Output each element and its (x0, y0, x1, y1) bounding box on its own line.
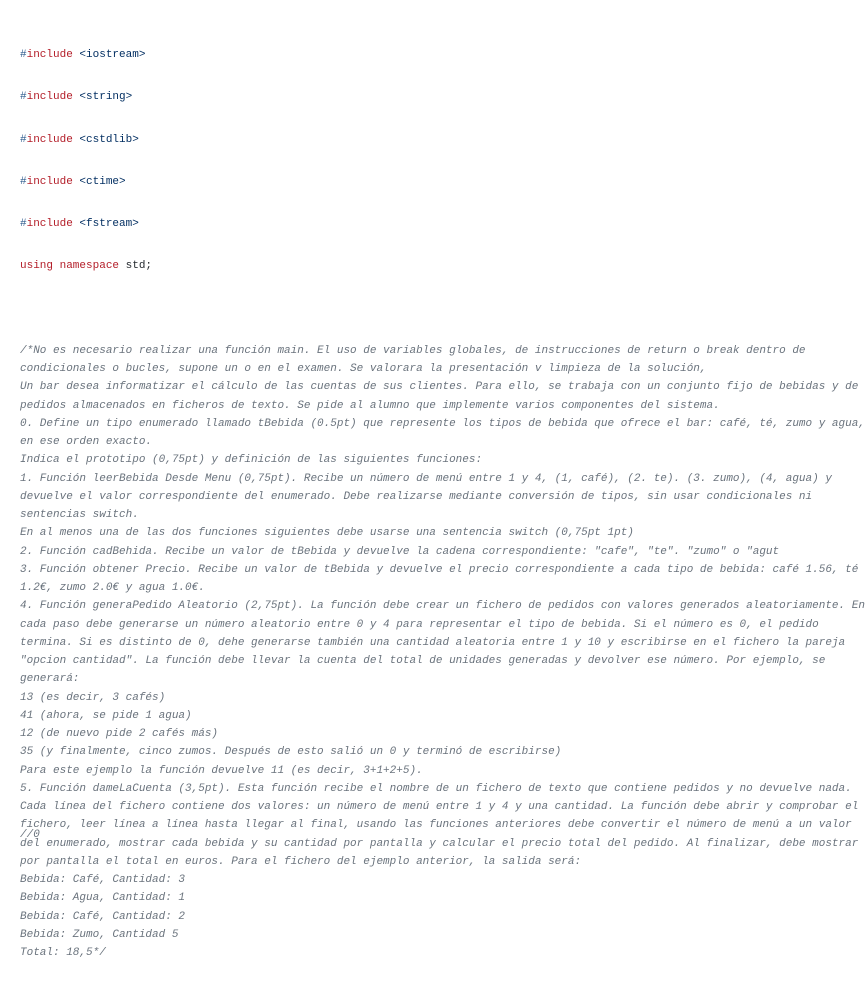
using-namespace-keyword: using namespace (20, 260, 120, 273)
include-keyword: include (26, 49, 73, 61)
include-keyword: include (26, 218, 73, 230)
comment-line: 4. Función generaPedido Aleatorio (2,75pt). La función debe crear un fichero de pedidos con valores generados aleatoriamente. En (20, 600, 865, 613)
preprocessor-hash: # (20, 175, 27, 188)
comment-line: sentencias switch. (20, 509, 139, 521)
include-keyword: include (26, 91, 73, 104)
include-header: <string> (72, 91, 133, 104)
comment-line: Para este ejemplo la función devuelve 11 (es decir, 3+1+2+5). (20, 764, 423, 777)
comment-line: 2. Función cadBehida. Recibe un valor de tBebida y devuelve la cadena correspondiente: "cafe", "te". "zumo" o "agut (20, 545, 780, 558)
comment-line: 13 (es decir, 3 cafés) (20, 691, 166, 704)
comment-line: 5. Función dameLaCuenta (3,5pt). Esta función recibe el nombre de un fichero de texto que contiene pedidos y no devuelve nada. (20, 782, 852, 795)
include-header: <ctime> (72, 175, 126, 188)
comment-line: Bebida: Café, Cantidad: 2 (20, 910, 186, 923)
comment-line: pedidos almacenados en ficheros de texto. Se pide al alumno que implemente varios componentes del sistema. (20, 399, 720, 412)
blank-line (20, 300, 848, 318)
comment-line: 12 (de nuevo pide 2 cafés más) (20, 728, 219, 740)
using-line (20, 257, 848, 275)
comment-line: Bebida: Café, Cantidad: 3 (20, 874, 186, 886)
include-line (20, 46, 848, 64)
comment-line: por pantalla el total en euros. Para el fichero del ejemplo anterior, la salida será: (20, 855, 582, 868)
include-header: <iostream> (72, 49, 146, 61)
include-header: <cstdlib> (72, 133, 139, 146)
include-line (20, 173, 848, 191)
comment-line: Indica el prototipo (0,75pt) y definición de las siguientes funciones: (20, 454, 483, 467)
comment-line: 3. Función obtener Precio. Recibe un valor de tBebida y devuelve el precio correspondiente a cada tipo de bebida: café 1.56, té (20, 563, 859, 576)
line-comment: //0 (20, 829, 40, 841)
comment-line: cada paso debe generarse un número aleatorio entre 0 y 4 para representar el tipo de bebida. Si el número es 0, el pedido (20, 618, 819, 631)
namespace-name: std; (119, 260, 153, 273)
code-view (20, 22, 865, 986)
comment-line: Bebida: Zumo, Cantidad 5 (20, 928, 179, 941)
comment-line: en ese orden exacto. (20, 436, 153, 448)
comment-line: 35 (y finalmente, cinco zumos. Después de esto salió un 0 y terminó de escribirse) (20, 746, 562, 759)
block-comment (20, 342, 865, 963)
comment-line: 1.2€, zumo 2.0€ y agua 1.0€. (20, 582, 205, 594)
comment-line: generará: (20, 673, 80, 686)
include-header: <fstream> (72, 218, 139, 230)
include-line (20, 215, 848, 233)
comment-line: /*No es necesario realizar una función main. El uso de variables globales, de instrucciones de return o break dentro de (20, 344, 806, 357)
preprocessor-hash: # (20, 218, 27, 230)
include-keyword: include (26, 175, 73, 188)
preprocessor-hash: # (20, 49, 27, 61)
comment-line: Cada línea del fichero contiene dos valores: un número de menú entre 1 y 4 y una cantidad. La función debe abrir y comprobar el (20, 801, 859, 813)
comment-line: 41 (ahora, se pide 1 agua) (20, 709, 192, 722)
preprocessor-hash: # (20, 133, 27, 146)
comment-line: En al menos una de las dos funciones siguientes debe usarse una sentencia switch (0,75pt 1pt) (20, 527, 634, 540)
comment-line: del enumerado, mostrar cada bebida y su cantidad por pantalla y calcular el precio total del pedido. Al finalizar, debe mostrar (20, 837, 859, 850)
preprocessor-hash: # (20, 91, 27, 104)
comment-line: "opcion cantidad". La función debe llevar la cuenta del total de unidades generadas y devolver ese número. Por ejemplo, se (20, 655, 826, 667)
include-line (20, 88, 848, 106)
comment-line: 0. Define un tipo enumerado llamado tBebida (0.5pt) que represente los tipos de bebida que ofrece el bar: café, té, zumo y agua, (20, 417, 865, 430)
comment-line: Un bar desea informatizar el cálculo de las cuentas de sus clientes. Para ello, se trabaja con un conjunto fijo de bebidas y de (20, 381, 859, 394)
comment-line: Total: 18,5*/ (20, 947, 106, 959)
comment-line: termina. Si es distinto de 0, dehe generarse también una cantidad aleatoria entre 1 y 10 y escribirse en el fichero la pareja (20, 636, 846, 649)
comment-line: Bebida: Agua, Cantidad: 1 (20, 892, 186, 905)
comment-line: fichero, leer línea a línea hasta llegar al final, usando las funciones anteriores debe convertir el número de menú a un valor (20, 819, 852, 832)
include-line (20, 131, 848, 149)
include-keyword: include (26, 133, 73, 146)
comment-line: condicionales o bucles, supone un o en el examen. Se valorara la presentación v limpieza de la solución, (20, 363, 707, 375)
comment-line: 1. Función leerBebida Desde Menu (0,75pt). Recibe un número de menú entre 1 y 4, (1, café), (2. te). (3. zumo), (4, agua) y (20, 472, 832, 485)
comment-line: devuelve el valor correspondiente del enumerado. Debe realizarse mediante conversión de tipos, sin usar condicionales ni (20, 490, 813, 503)
